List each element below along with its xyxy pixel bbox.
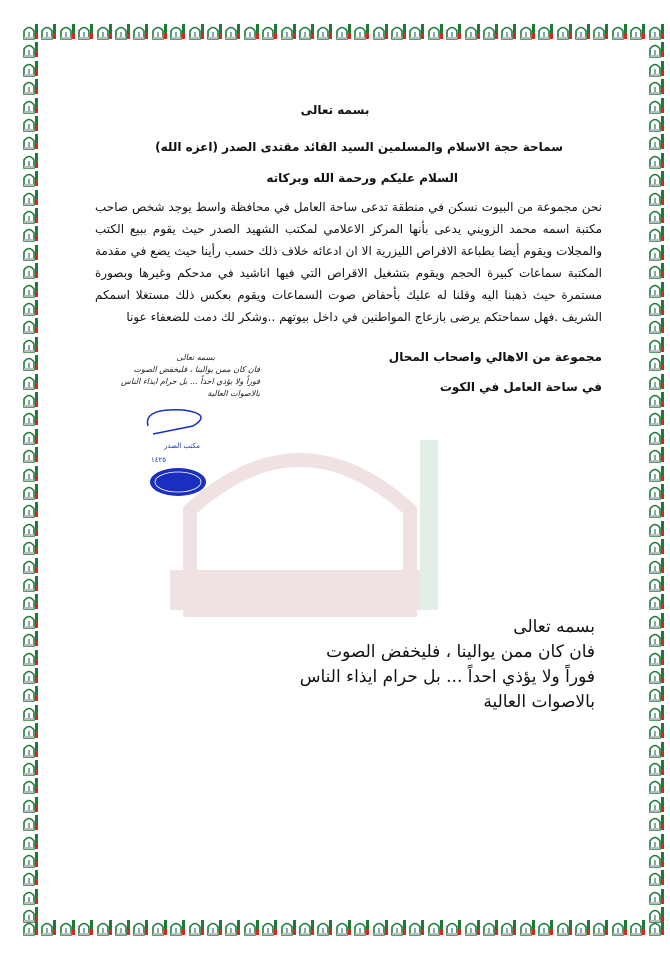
mosque-icon [648,77,666,95]
mosque-icon [648,703,666,721]
signature-block [362,342,602,402]
mosque-icon [648,556,666,574]
mosque-icon [22,574,40,592]
mosque-icon [648,500,666,518]
mosque-icon [151,22,169,40]
mosque-icon [648,169,666,187]
mosque-icon [648,445,666,463]
mosque-icon [22,684,40,702]
signature-and-seal [138,406,218,498]
mosque-icon [114,918,132,936]
mosque-icon [648,887,666,905]
mosque-icon [648,795,666,813]
mosque-icon [464,918,482,936]
mosque-icon [629,918,647,936]
handwritten-line: بالاصوات العالية [207,389,260,398]
mosque-icon [22,298,40,316]
transcription-line: فوراً ولا يؤذي احداً ... بل حرام ايذاء الناس [299,667,595,687]
mosque-icon [445,918,463,936]
mosque-icon [648,206,666,224]
mosque-icon [22,648,40,666]
mosque-icon [648,592,666,610]
mosque-icon [22,390,40,408]
mosque-icon [22,40,40,58]
mosque-icon [648,40,666,58]
mosque-icon [648,868,666,886]
mosque-icon [22,666,40,684]
signature-line-1: مجموعة من الاهالي واصحاب المحال [388,350,602,364]
mosque-icon [206,22,224,40]
mosque-icon [261,918,279,936]
signature-row [95,342,602,498]
mosque-icon [22,868,40,886]
mosque-icon [648,648,666,666]
mosque-icon [482,918,500,936]
transcription-line: بسمه تعالى [513,617,595,637]
mosque-icon [500,918,518,936]
mosque-icon [372,918,390,936]
mosque-icon [648,408,666,426]
mosque-icon [648,918,666,936]
mosque-icon [648,721,666,739]
mosque-icon [482,22,500,40]
mosque-icon [648,427,666,445]
mosque-icon [390,22,408,40]
mosque-icon [22,132,40,150]
mosque-icon [500,22,518,40]
mosque-icon [280,918,298,936]
mosque-icon [648,132,666,150]
mosque-icon [40,22,58,40]
mosque-icon [537,918,555,936]
mosque-icon [22,22,40,40]
transcription-line: بالاصوات العالية [483,692,595,712]
mosque-icon [22,372,40,390]
mosque-icon [648,372,666,390]
mosque-icon [648,243,666,261]
mosque-icon [648,666,666,684]
mosque-icon [316,22,334,40]
mosque-icon [648,298,666,316]
mosque-icon [22,556,40,574]
seal-year: ١٤٢٥ [150,456,166,464]
mosque-icon [353,22,371,40]
typed-transcription [300,615,595,715]
mosque-icon [22,169,40,187]
mosque-icon [22,408,40,426]
mosque-icon [427,918,445,936]
mosque-icon [648,464,666,482]
mosque-icon [22,776,40,794]
mosque-icon [114,22,132,40]
mosque-icon [132,918,150,936]
mosque-icon [537,22,555,40]
mosque-icon [298,22,316,40]
mosque-icon [335,22,353,40]
mosque-icon [22,77,40,95]
mosque-icon [519,918,537,936]
mosque-icon [22,335,40,353]
mosque-icon [22,280,40,298]
mosque-icon [40,918,58,936]
mosque-icon [22,629,40,647]
mosque-icon [169,918,187,936]
mosque-icon [59,22,77,40]
mosque-icon [648,776,666,794]
mosque-icon [22,316,40,334]
mosque-icon [22,813,40,831]
mosque-icon [648,261,666,279]
mosque-icon [648,684,666,702]
signature-line-2: في ساحة العامل في الكوت [439,380,602,394]
mosque-icon [169,22,187,40]
mosque-icon [22,500,40,518]
mosque-icon [224,918,242,936]
mosque-icon [22,427,40,445]
mosque-icon [464,22,482,40]
mosque-icon [22,261,40,279]
mosque-icon [648,390,666,408]
mosque-icon [22,464,40,482]
mosque-icon [648,905,666,923]
mosque-icon [648,335,666,353]
mosque-icon [390,918,408,936]
mosque-icon [648,151,666,169]
mosque-icon [22,740,40,758]
mosque-icon [224,22,242,40]
letter-body: نحن مجموعة من البيوت نسكن في منطقة تدعى ساحة العامل في محافظة واسط يوجد شخص صاحب مكتبة اسمه محمد الزويني يدعى بأنها المركز الاعلامي لمكتب الشهيد الصدر حيث يقوم ببيع الكتب والمجلات ويقوم أيضا بطباعة الاقراص الليزرية الا ان ادعائه خلاف ذلك حسب رأينا حيث يضع في مقدمة المكتبة سماعات كبيرة الحجم ويقوم بتشغيل الاقراص التي فيها اناشيد في مدحكم وغيرها وبصورة مستمرة حيث ذهبنا اليه وقلنا له عليك بأحفاض صوت السماعات ويقوم بعكس ذلك مستغلا اسمكم الشريف .فهل سماحتكم يرضى بازعاج المواطنين في داخل بيوتهم ..وشكر لك دمت للضعفاء عونا [95,200,602,324]
mosque-icon [648,758,666,776]
mosque-icon [648,629,666,647]
mosque-icon [648,537,666,555]
mosque-icon [611,918,629,936]
mosque-icon [22,611,40,629]
mosque-icon [22,519,40,537]
greeting-line: السلام عليكم ورحمة الله وبركاته [266,171,458,185]
mosque-icon [648,482,666,500]
mosque-icon [96,918,114,936]
mosque-icon [648,316,666,334]
seal-text: مكتب الصدر [163,442,200,450]
mosque-icon [648,224,666,242]
addressee-line: سماحة حجة الاسلام والمسلمين السيد القائد مقتدى الصدر (اعزه الله) [155,140,563,154]
mosque-icon [648,519,666,537]
mosque-icon [427,22,445,40]
mosque-icon [22,188,40,206]
mosque-icon [22,151,40,169]
mosque-icon [22,592,40,610]
mosque-icon [77,918,95,936]
mosque-icon [22,445,40,463]
mosque-icon [22,537,40,555]
mosque-icon [408,22,426,40]
mosque-icon [556,918,574,936]
mosque-icon [22,59,40,77]
mosque-icon [445,22,463,40]
handwritten-line: فوراً ولا يؤذي احداً ... بل حرام ايذاء الناس [121,377,260,386]
mosque-icon [592,22,610,40]
mosque-icon [22,703,40,721]
mosque-icon [22,353,40,371]
mosque-icon [22,832,40,850]
mosque-icon [206,918,224,936]
mosque-icon [648,813,666,831]
mosque-icon [132,22,150,40]
mosque-icon [648,22,666,40]
mosque-icon [648,353,666,371]
mosque-icon [22,206,40,224]
mosque-icon [77,22,95,40]
handwritten-line: بسمه تعالى [176,353,215,362]
mosque-icon [648,611,666,629]
mosque-icon [22,243,40,261]
mosque-icon [243,22,261,40]
mosque-icon [22,918,40,936]
mosque-icon [59,918,77,936]
mosque-icon [22,905,40,923]
mosque-icon [574,918,592,936]
mosque-icon [96,22,114,40]
mosque-icon [648,850,666,868]
mosque-icon [519,22,537,40]
mosque-icon [648,59,666,77]
mosque-icon [556,22,574,40]
mosque-icon [261,22,279,40]
letter-main [95,196,602,498]
basmala-heading: بسمه تعالى [300,103,370,117]
mosque-icon [648,280,666,298]
handwritten-column [95,352,260,498]
mosque-icon [22,887,40,905]
mosque-icon [372,22,390,40]
mosque-icon [648,574,666,592]
mosque-icon [22,482,40,500]
mosque-icon [22,795,40,813]
mosque-icon [408,918,426,936]
mosque-icon [280,22,298,40]
mosque-icon [243,918,261,936]
mosque-icon [22,224,40,242]
mosque-icon [648,832,666,850]
mosque-icon [188,22,206,40]
mosque-icon [592,918,610,936]
mosque-icon [298,918,316,936]
mosque-icon [611,22,629,40]
mosque-icon [335,918,353,936]
transcription-line: فان كان ممن يوالينا ، فليخفض الصوت [326,642,595,662]
handwritten-line: فان كان ممن يوالينا ، فليخفض الصوت [133,365,260,374]
handwritten-reply [95,352,260,400]
mosque-icon [22,721,40,739]
mosque-icon [574,22,592,40]
mosque-icon [648,740,666,758]
mosque-icon [22,850,40,868]
mosque-icon [353,918,371,936]
mosque-icon [316,918,334,936]
mosque-icon [151,918,169,936]
mosque-icon [648,188,666,206]
mosque-icon [22,758,40,776]
mosque-icon [629,22,647,40]
mosque-icon [188,918,206,936]
